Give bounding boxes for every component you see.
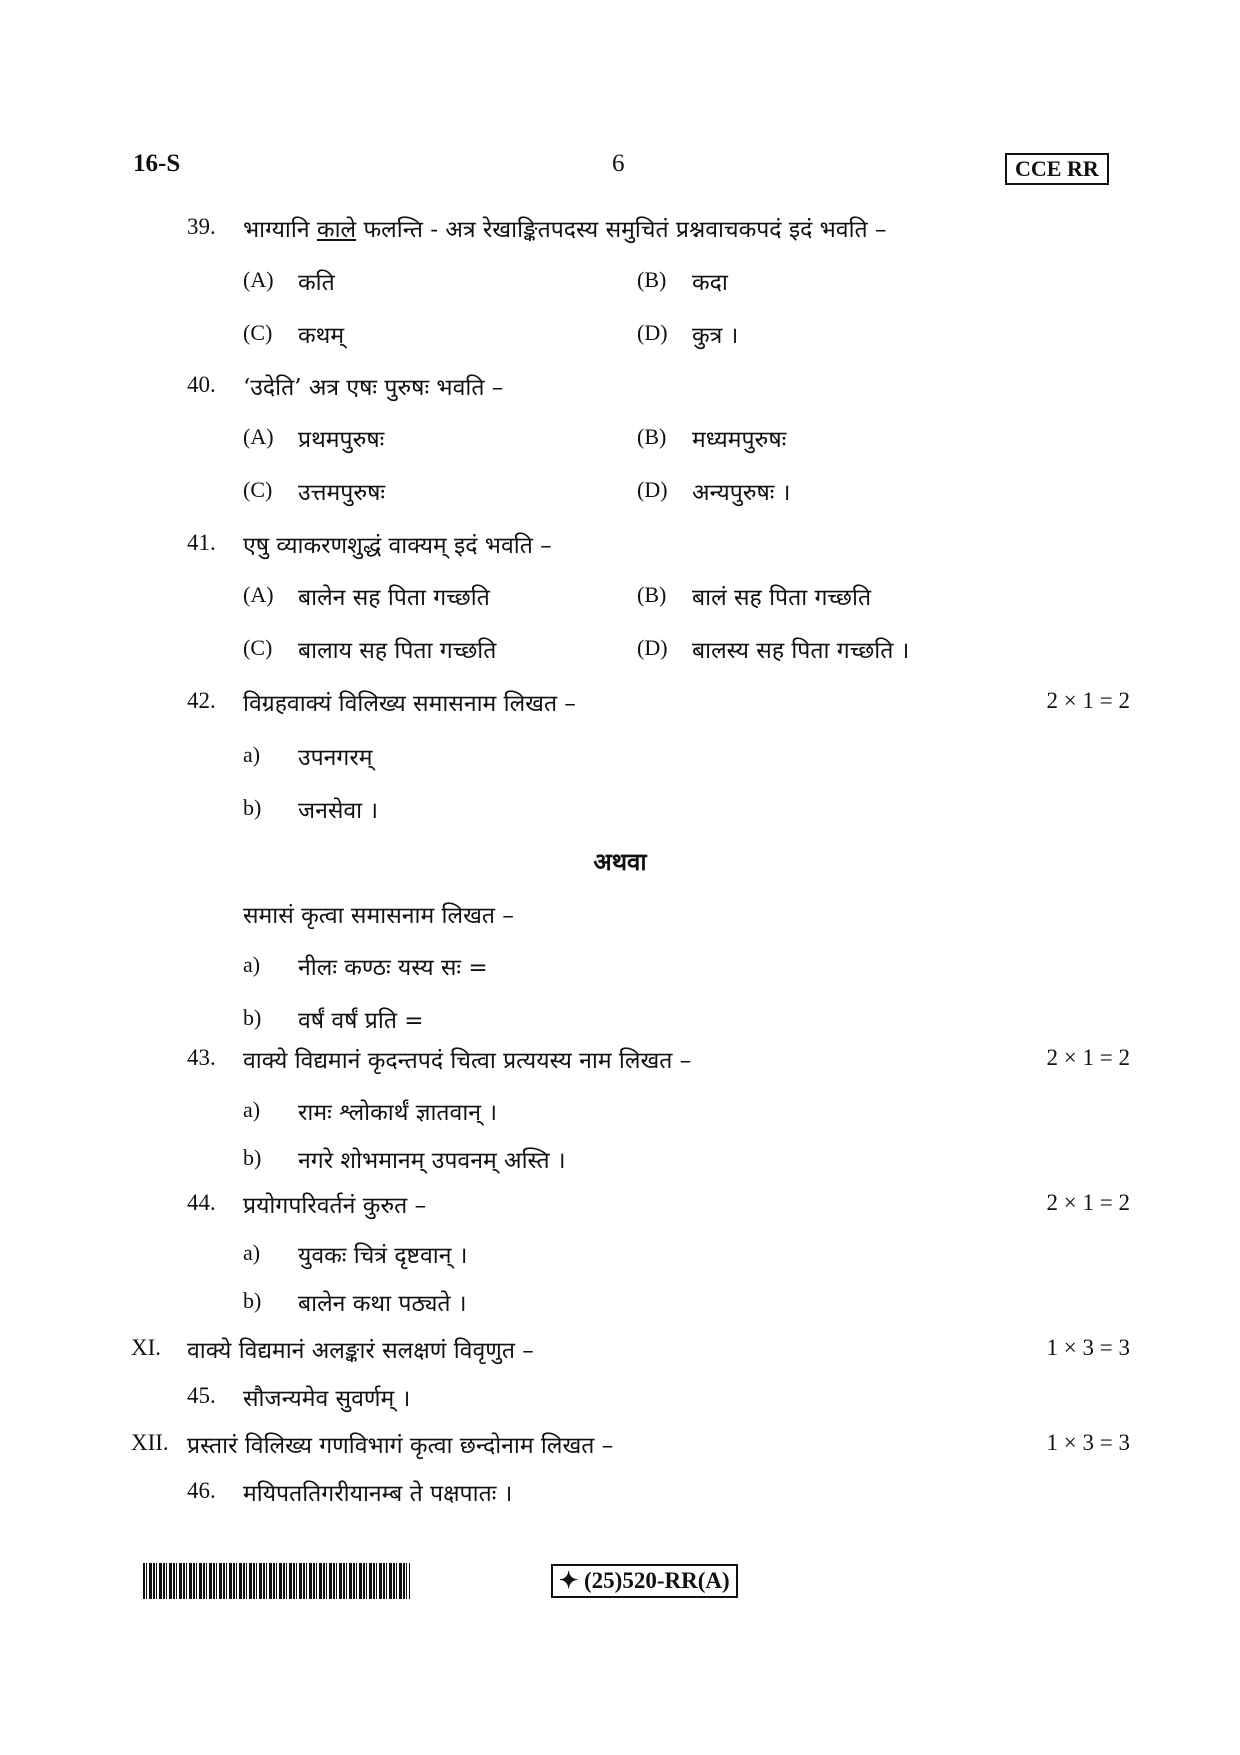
q39-option-a: कति	[298, 270, 335, 296]
option-label: (B)	[637, 267, 667, 292]
q43-number: 43.	[187, 1045, 216, 1070]
option-label: (D)	[637, 477, 668, 502]
q43-marks: 2 × 1 = 2	[1046, 1045, 1130, 1070]
q43-item-b: नगरे शोभमानम् उपवनम् अस्ति ।	[298, 1148, 566, 1174]
q40-option-d: अन्यपुरुषः ।	[692, 480, 791, 506]
q39-text-post: फलन्ति - अत्र रेखाङ्कितपदस्य समुचितं प्रश्नवाचकपदं इदं भवति –	[356, 217, 887, 243]
option-label: (B)	[637, 582, 667, 607]
section-xii-marks: 1 × 3 = 3	[1046, 1430, 1130, 1455]
q46-text: मयिपततिगरीयानम्ब ते पक्षपातः ।	[243, 1481, 513, 1507]
option-label: (D)	[637, 635, 668, 660]
barcode	[143, 1563, 410, 1599]
q41-option-c: बालाय सह पिता गच्छति	[298, 638, 497, 664]
option-label: (A)	[243, 267, 274, 292]
option-label: (C)	[243, 320, 273, 345]
q39-question	[243, 212, 886, 244]
q44-marks: 2 × 1 = 2	[1046, 1190, 1130, 1215]
q45-text: सौजन्यमेव सुवर्णम् ।	[243, 1386, 411, 1412]
q44-item-b: बालेन कथा पठ्यते ।	[298, 1291, 467, 1317]
q39-text-pre: भाग्यानि	[243, 217, 317, 243]
q39-number: 39.	[187, 214, 216, 239]
q43-question: वाक्ये विद्यमानं कृदन्तपदं चित्वा प्रत्ययस्य नाम लिखत –	[243, 1048, 692, 1074]
q41-number: 41.	[187, 530, 216, 555]
option-label: (A)	[243, 424, 274, 449]
section-xi-question: वाक्ये विद्यमानं अलङ्कारं सलक्षणं विवृणुत –	[187, 1338, 534, 1364]
q39-underlined-word: काले	[316, 217, 357, 243]
sub-label: a)	[243, 1097, 261, 1122]
q42-alt-item-a: नीलः कण्ठः यस्य सः =	[298, 955, 488, 981]
option-label: (C)	[243, 635, 273, 660]
q40-option-b: मध्यमपुरुषः	[692, 427, 787, 453]
q41-option-d: बालस्य सह पिता गच्छति ।	[692, 638, 910, 664]
q42-alt-item-b: वर्षं वर्षं प्रति =	[298, 1008, 424, 1034]
q44-number: 44.	[187, 1190, 216, 1215]
section-xi-number: XI.	[131, 1335, 162, 1360]
q39-option-d: कुत्र ।	[692, 323, 739, 349]
page-code: 16-S	[133, 150, 181, 177]
option-label: (B)	[637, 424, 667, 449]
section-xi-marks: 1 × 3 = 3	[1046, 1335, 1130, 1360]
sub-label: a)	[243, 1240, 261, 1265]
q42-number: 42.	[187, 688, 216, 713]
q42-marks: 2 × 1 = 2	[1046, 688, 1130, 713]
q42-item-b: जनसेवा ।	[298, 798, 379, 824]
q40-option-a: प्रथमपुरुषः	[298, 427, 385, 453]
q44-item-a: युवकः चित्रं दृष्टवान् ।	[298, 1243, 468, 1269]
q46-number: 46.	[187, 1478, 216, 1503]
paper-code-box: ✦ (25)520-RR(A)	[551, 1564, 738, 1598]
page-number: 6	[612, 150, 625, 177]
option-label: (D)	[637, 320, 668, 345]
q41-question: एषु व्याकरणशुद्धं वाक्यम् इदं भवति –	[243, 533, 552, 559]
q41-option-b: बालं सह पिता गच्छति	[692, 585, 872, 611]
q42-question: विग्रहवाक्यं विलिख्य समासनाम लिखत –	[243, 691, 576, 717]
exam-code-box: CCE RR	[1005, 153, 1109, 185]
sub-label: b)	[243, 795, 262, 820]
section-xii-number: XII.	[131, 1430, 169, 1455]
q39-option-c: कथम्	[298, 323, 345, 349]
q40-option-c: उत्तमपुरुषः	[298, 480, 386, 506]
q42-item-a: उपनगरम्	[298, 745, 373, 771]
option-label: (C)	[243, 477, 273, 502]
or-heading: अथवा	[593, 847, 647, 876]
q45-number: 45.	[187, 1383, 216, 1408]
q40-question: ‘उदेति’ अत्र एषः पुरुषः भवति –	[243, 375, 504, 401]
option-label: (A)	[243, 582, 274, 607]
sub-label: b)	[243, 1288, 262, 1313]
sub-label: a)	[243, 952, 261, 977]
q44-question: प्रयोगपरिवर्तनं कुरुत –	[243, 1193, 427, 1219]
q40-number: 40.	[187, 372, 216, 397]
q43-item-a: रामः श्लोकार्थं ज्ञातवान् ।	[298, 1100, 498, 1126]
sub-label: a)	[243, 742, 261, 767]
sub-label: b)	[243, 1145, 262, 1170]
q39-option-b: कदा	[692, 270, 728, 296]
q42-alt-question: समासं कृत्वा समासनाम लिखत –	[243, 903, 514, 929]
section-xii-question: प्रस्तारं विलिख्य गणविभागं कृत्वा छन्दोनाम लिखत –	[187, 1433, 614, 1459]
sub-label: b)	[243, 1005, 262, 1030]
q41-option-a: बालेन सह पिता गच्छति	[298, 585, 490, 611]
